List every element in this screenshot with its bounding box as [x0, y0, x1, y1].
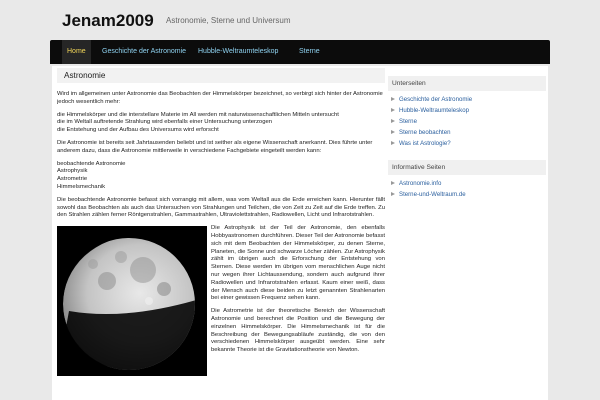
paragraph-intro: Wird im allgemeinen unter Astronomie das Beobachten der Himmelskörper bezeichnet, so verbirgt sich hinter der Astronomie jedoch wesentlich mehr: [57, 91, 383, 105]
list-item: die Entstehung und der Aufbau des Universums wird erforscht [57, 127, 219, 134]
sidebar-link-astronomie-info[interactable]: Astronomie.info [388, 178, 546, 189]
site-title[interactable]: Jenam2009 [62, 11, 154, 30]
paragraph-astrometry: Die Astrometrie ist der theoretische Bereich der Wissenschaft Astronomie und berechnet die Position und die Bewegung der einzelnen Himmelskörper. Die Himmelsmechanik ist für die Beschreibung der Bewegungsabläufe zuständig, die von den verschiedenen Himmelskörper ausgeübt werden. Eine sehr bekannte Theorie ist die Gravitationstheorie von Newton. [211, 308, 385, 354]
paragraph-observational-astronomy: Die beobachtende Astronomie befasst sich vorrangig mit allem, was vom Weltall aus die Erde erreichen kann. Hierunter fällt sowohl das Beobachten als auch das Untersuchen von Strahlungen und Teilchen, die von Zeit zu Zeit auf die Erde treffen. Zu den Strahlen zählen ferner Röntgenstrahlen, Gammastrahlen, Ultraviolettstrahlen, Radiowellen, Licht und Infrarotstrahlen. [57, 196, 385, 219]
site-header [0, 0, 600, 40]
widget-informative-pages [388, 160, 546, 200]
list-item: Astrophysik [57, 168, 88, 175]
moon-image [57, 226, 207, 376]
main-navigation [50, 40, 550, 64]
widget-title-informative-pages: Informative Seiten [388, 160, 546, 175]
list-areas-of-research [57, 112, 385, 135]
site-tagline: Astronomie, Sterne und Universum [166, 16, 291, 25]
list-item: Astrometrie [57, 176, 88, 183]
nav-item-sterne[interactable]: Sterne [299, 48, 320, 55]
list-item: die Himmelskörper und die interstellare Materie im All werden mit naturwissenschaftlichen Mitteln untersucht [57, 111, 339, 118]
sidebar-link-geschichte-der-astronomie[interactable]: Geschichte der Astronomie [388, 94, 546, 105]
nav-item-home[interactable]: Home [62, 40, 91, 64]
list-item: die im Weltall auftretende Strahlung wird ebenfalls einer Untersuchung unterzogen [57, 119, 273, 126]
sidebar-link-sterne-und-weltraum[interactable]: Sterne-und-Weltraum.de [388, 189, 546, 200]
sidebar-link-was-ist-astrologie[interactable]: Was ist Astrologie? [388, 138, 546, 149]
list-subfields [57, 161, 385, 192]
paragraph-history: Die Astronomie ist bereits seit Jahrtausenden beliebt und ist seither als eigene Wissenschaft anerkannt. Dies führte unter anderem dazu, dass die Astronomie mittlerweile in verschiedene Fachgebiete eingeteilt werden kann: [57, 139, 373, 154]
nav-item-geschichte-der-astronomie[interactable]: Geschichte der Astronomie [102, 48, 187, 55]
nav-item-hubble-weltraumteleskop[interactable]: Hubble-Weltraumteleskop [198, 48, 279, 55]
main-content [57, 68, 385, 400]
list-item: Himmelsmechanik [57, 183, 106, 190]
widget-subpages [388, 76, 546, 149]
paragraph-astrophysics: Die Astrophysik ist der Teil der Astronomie, den ebenfalls Hobbyastronomen durchführen. Dieser Teil der Astronomie befasst sich mit dem Beobachten der Himmelskörper, zu denen Sterne, Planeten, die Sonne und schwarze Löcher zählen. Zur Astrophysik zählt im übrigen auch die Erforschung der Entstehung von Sternen. Diese werden im übrigen vom menschlichen Auge nicht nur wegen ihrer Lichtaussendung, sondern auch aufgrund ihrer Radiowellen und Infrarotstrahlen erfasst. Kaum einer weiß, dass der Mensch auch diese beiden zu letzt genannten Strahlenarten bei einer gewissen Frequenz sehen kann. [211, 225, 385, 302]
sidebar-link-hubble-weltraumteleskop[interactable]: Hubble-Weltraumteleskop [388, 105, 546, 116]
moon-icon [57, 226, 207, 376]
post-title: Astronomie [57, 68, 385, 83]
widget-title-subpages: Unterseiten [388, 76, 546, 91]
sidebar-link-sterne-beobachten[interactable]: Sterne beobachten [388, 127, 546, 138]
page-body [52, 66, 548, 400]
list-item: beobachtende Astronomie [57, 160, 126, 167]
sidebar-link-sterne[interactable]: Sterne [388, 116, 546, 127]
sidebar [388, 76, 546, 211]
